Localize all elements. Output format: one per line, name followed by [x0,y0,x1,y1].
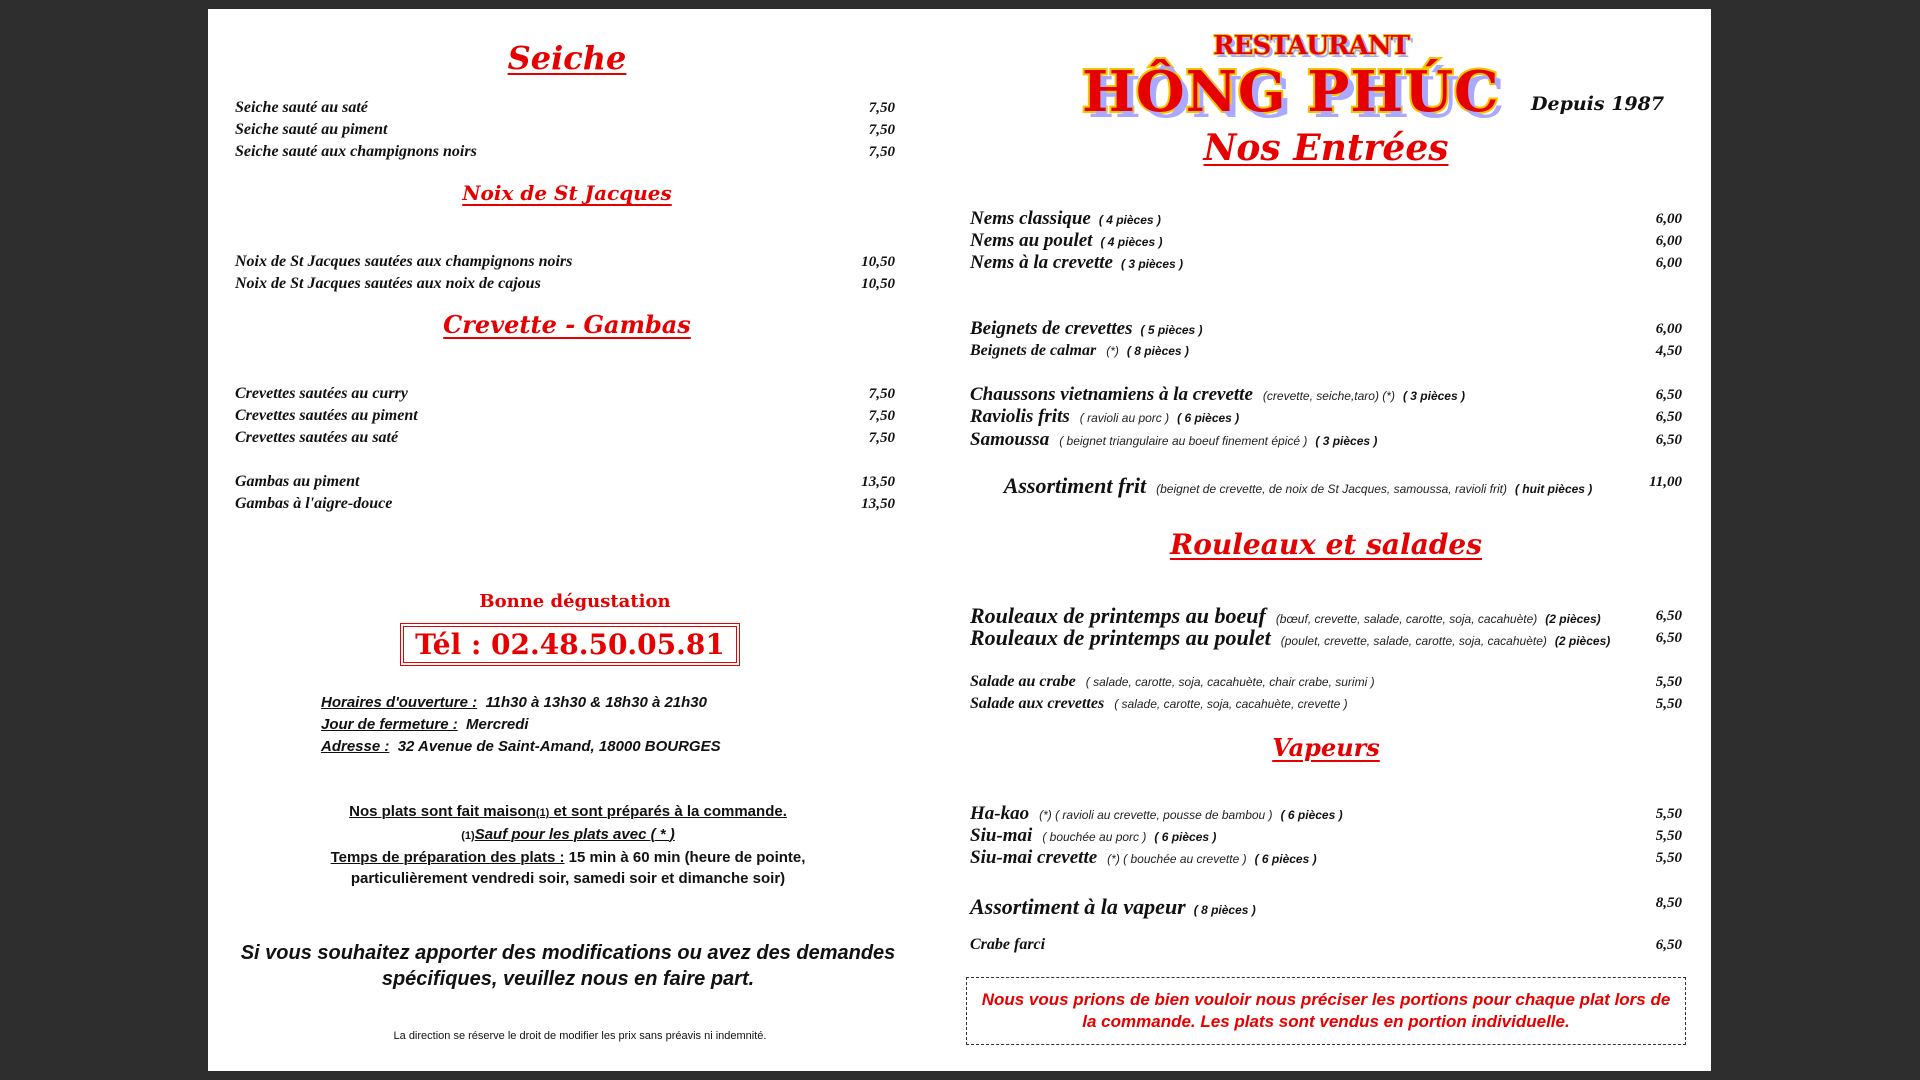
menu-item-name: Chaussons vietnamiens à la crevette [970,384,1253,405]
menu-item-name: Nems à la crevette [970,252,1113,273]
menu-item-description: ( ravioli au porc ) [1079,411,1170,425]
menu-item-name: Seiche sauté au piment [235,121,388,138]
menu-item-description: (poulet, crevette, salade, carotte, soja, cacahuète) [1280,634,1547,648]
menu-item-name: Beignets de crevettes [970,318,1133,339]
menu-item-price: 6,50 [1655,608,1682,624]
menu-item-description: (*) [1106,344,1119,358]
menu-item-name: Beignets de calmar [970,342,1097,359]
menu-item-name: Noix de St Jacques sautées aux noix de cajous [235,275,541,292]
disclaimer: La direction se réserve le droit de modifier les prix sans préavis ni indemnité. [393,1030,767,1042]
menu-item-description: ( salade, carotte, soja, cacahuète, chair crabe, surimi ) [1085,675,1375,689]
menu-item-pieces: ( 6 pièces ) [1254,852,1317,866]
menu-item [970,671,1682,693]
menu-item-name: Crabe farci [970,936,1046,953]
menu-item-price: 11,00 [1649,474,1682,490]
menu-item-pieces: ( 8 pièces ) [1126,344,1189,358]
menu-item-price: 7,50 [868,100,895,116]
since-text: Depuis 1987 [1531,93,1665,115]
menu-item-name: Gambas à l'aigre-douce [235,495,393,512]
menu-item-pieces: ( 4 pièces ) [1100,235,1163,249]
menu-item-price: 13,50 [861,496,895,512]
menu-item-name: Rouleaux de printemps au poulet [970,625,1271,650]
menu-item-name: Seiche sauté aux champignons noirs [235,143,477,160]
menu-item [235,251,895,273]
menu-item-name: Siu-mai crevette [970,847,1098,868]
menu-item-price: 5,50 [1655,674,1682,690]
menu-item-description: (crevette, seiche,taro) (*) [1262,389,1395,403]
hours-label: Horaires d'ouverture : [321,694,478,711]
menu-item-price: 6,00 [1655,321,1682,337]
note-text: Sauf pour les plats avec ( * ) [474,826,675,843]
menu-item-name: Nems au poulet [970,230,1093,251]
menu-item-price: 6,00 [1655,233,1682,249]
menu-item [970,693,1682,715]
menu-item [235,273,895,295]
menu-item-description: (bœuf, crevette, salade, carotte, soja, cacahuète) [1275,612,1538,626]
bonne-degustation: Bonne dégustation [479,591,671,612]
section-title-vapeurs: Vapeurs [1272,733,1380,762]
prep-text: 15 min à 60 min (heure de pointe, particulièrement vendredi soir, samedi soir et dimanche soir) [350,849,806,887]
address-value: 32 Avenue de Saint-Amand, 18000 BOURGES [397,738,721,755]
menu-item-price: 5,50 [1655,828,1682,844]
menu-item-price: 6,50 [1655,937,1682,953]
menu-item [235,141,895,163]
homemade-line-end: et sont préparés à la commande. [549,803,787,820]
menu-item-price: 5,50 [1655,696,1682,712]
menu-item-name: Crevettes sautées au piment [235,407,418,424]
menu-item-name: Ha-kao [970,803,1030,824]
address-label: Adresse : [321,738,390,755]
section-title-rouleaux: Rouleaux et salades [1169,528,1483,561]
menu-item [235,119,895,141]
menu-item-name: Siu-mai [970,825,1033,846]
prep-label: Temps de préparation des plats : [330,849,565,866]
menu-item-name: Raviolis frits [970,406,1070,427]
menu-item-price: 5,50 [1655,850,1682,866]
closed-label: Jour de fermeture : [321,716,458,733]
menu-item-price: 6,50 [1655,409,1682,425]
note-marker: (1) [461,830,475,842]
menu-item [235,493,895,515]
menu-item-description: (beignet de crevette, de noix de St Jacques, samoussa, ravioli frit) [1156,482,1507,496]
section-title-noix: Noix de St Jacques [462,181,672,205]
hours-value: 11h30 à 13h30 & 18h30 à 21h30 [485,694,707,711]
menu-item-price: 7,50 [868,430,895,446]
modifications-notice: Si vous souhaitez apporter des modifications ou avez des demandes spécifiques, veuillez nous en faire part. [240,942,896,990]
menu-item [970,825,1682,847]
menu-item-price: 6,00 [1655,211,1682,227]
menu-item-pieces: ( 6 pièces ) [1154,830,1217,844]
menu-item-pieces: ( 3 pièces ) [1402,389,1465,403]
section-title-entrees: Nos Entrées [1203,127,1449,169]
menu-item [970,627,1682,649]
homemade-note-ref: (1) [535,807,550,819]
menu-item [235,97,895,119]
menu-item [970,406,1682,428]
menu-item-pieces: (2 pièces) [1554,634,1611,648]
menu-item-name: Nems classique [970,208,1091,229]
menu-item-name: Crevettes sautées au saté [235,429,399,446]
menu-item-pieces: ( 3 pièces ) [1315,434,1378,448]
menu-page [208,9,1711,1071]
menu-item-price: 7,50 [868,408,895,424]
menu-item-pieces: ( 6 pièces ) [1177,411,1240,425]
menu-item-pieces: ( 6 pièces ) [1280,808,1343,822]
menu-item [235,471,895,493]
menu-item-name: Assortiment frit [1003,473,1147,498]
menu-item-name: Crevettes sautées au curry [235,385,408,402]
menu-item-name: Gambas au piment [235,473,360,490]
menu-item-name: Noix de St Jacques sautées aux champignons noirs [235,253,573,270]
menu-item-description: ( salade, carotte, soja, cacahuète, crevette ) [1114,697,1348,711]
menu-item-description: (*) ( bouchée au crevette ) [1107,852,1247,866]
menu-item [970,208,1682,230]
portion-note: Nous vous prions de bien vouloir nous préciser les portions pour chaque plat lors de la commande. Les plats sont vendus en portion individuelle. [966,977,1686,1045]
section-title-crevette: Crevette - Gambas [443,310,691,339]
menu-item-price: 6,00 [1655,255,1682,271]
menu-item-description: ( beignet triangulaire au boeuf finement épicé ) [1059,434,1308,448]
info-block [321,692,721,758]
menu-item [235,383,895,405]
menu-item [970,429,1682,451]
menu-item-name: Assortiment à la vapeur [970,894,1186,919]
menu-item-price: 13,50 [861,474,895,490]
menu-item-price: 6,50 [1655,387,1682,403]
menu-item-price: 6,50 [1655,630,1682,646]
menu-item-pieces: ( huit pièces ) [1514,482,1593,496]
homemade-line: Nos plats sont fait maison [349,803,536,820]
logo-restaurant-name: HÔNG PHÚC [1082,59,1500,125]
menu-item [970,934,1682,956]
menu-item [235,405,895,427]
menu-item [970,318,1682,340]
menu-item-pieces: ( 3 pièces ) [1120,257,1184,271]
menu-item [970,252,1682,274]
menu-item [970,605,1682,627]
menu-item [978,473,1682,501]
menu-item-price: 5,50 [1655,806,1682,822]
menu-item [970,340,1682,362]
menu-item-price: 4,50 [1655,343,1682,359]
menu-item-description: ( bouchée au porc ) [1042,830,1147,844]
section-title-seiche: Seiche [507,39,627,77]
menu-item-name: Rouleaux de printemps au boeuf [970,603,1266,628]
menu-item [970,803,1682,825]
menu-item-pieces: ( 5 pièces ) [1140,323,1203,337]
menu-item-name: Salade au crabe [970,673,1076,690]
menu-item-price: 8,50 [1655,895,1682,911]
logo-restaurant-label: RESTAURANT [1213,31,1409,61]
menu-item [970,847,1682,869]
menu-item-price: 7,50 [868,144,895,160]
menu-item-pieces: ( 4 pièces ) [1098,213,1161,227]
menu-item-price: 7,50 [868,386,895,402]
menu-item-description: (*) ( ravioli au crevette, pousse de bambou ) [1039,808,1273,822]
menu-item-name: Salade aux crevettes [970,695,1105,712]
menu-item [970,230,1682,252]
menu-item-price: 6,50 [1655,432,1682,448]
menu-item-name: Samoussa [970,429,1050,450]
menu-item-price: 7,50 [868,122,895,138]
menu-item-pieces: (2 pièces) [1545,612,1601,626]
menu-item-name: Seiche sauté au saté [235,99,368,116]
closed-value: Mercredi [466,716,529,733]
menu-item [235,427,895,449]
menu-item-pieces: ( 8 pièces ) [1193,903,1256,917]
menu-item-price: 10,50 [861,254,895,270]
phone-number[interactable]: Tél : 02.48.50.05.81 [400,623,740,666]
menu-item [970,896,1682,918]
menu-item-price: 10,50 [861,276,895,292]
menu-item [970,384,1682,406]
homemade-block [308,801,828,889]
